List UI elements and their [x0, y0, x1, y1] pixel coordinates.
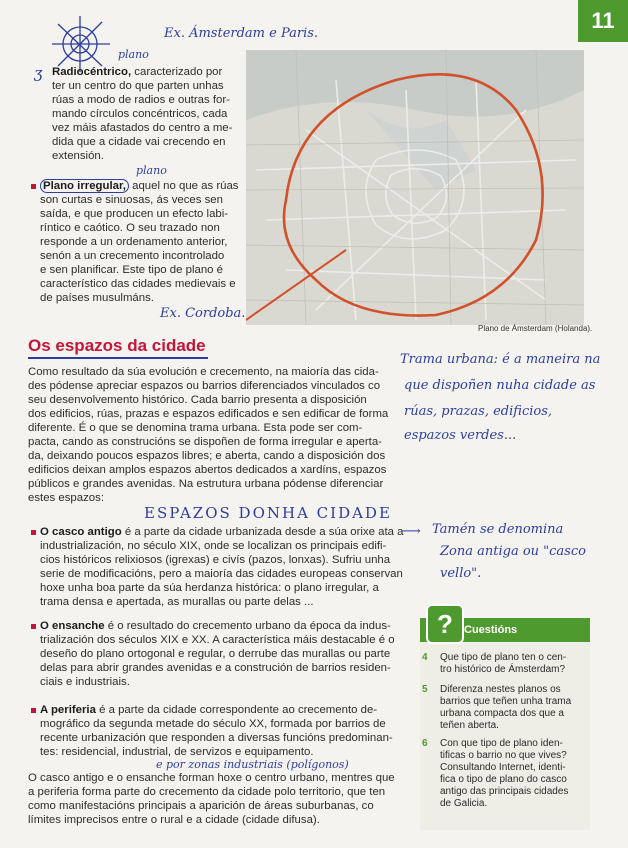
- ensanche-line-4: ciais e industriais.: [40, 676, 130, 688]
- casco-term: O casco antigo: [40, 526, 122, 538]
- question-line: Consultando Internet, identi-: [440, 762, 566, 773]
- periferia-line-0: é a parte da cidade correspondente ao crecemento de-: [99, 704, 378, 716]
- casco-line-1: industrialización, no século XIX, onde se localizan os principais edifi-: [40, 540, 387, 552]
- question-line: tificas o barrio no que vives?: [440, 750, 567, 761]
- page-number-tab: 11: [578, 0, 628, 42]
- radiocentric-line-2: rúas a modo de radios e outras for-: [52, 94, 230, 106]
- irregular-line-6: e sen planificar. Este tipo de plano é: [40, 264, 224, 276]
- question-line: Con que tipo de plano iden-: [440, 738, 563, 749]
- ensanche-line-3: delas para abrir grandes avenidas e a construción de barrios residen-: [40, 662, 391, 674]
- handwritten-plano-2: plano: [136, 164, 167, 177]
- amsterdam-map: [246, 50, 584, 325]
- handwritten-bottom-note: e por zonas industriais (polígonos): [156, 758, 349, 771]
- closing-line-1: a periferia forma parte do crecemento da cidade polo territorio, que ten: [28, 786, 386, 798]
- questions-title: Cuestións: [464, 624, 518, 636]
- question-line: de Galicia.: [440, 798, 488, 809]
- question-line: barrios que teñen unha trama: [440, 696, 572, 707]
- closing-line-0: O casco antigo e o ensanche forman hoxe o centro urbano, mentres que: [28, 772, 395, 784]
- closing-line-3: límites imprecisos entre o rural e a cidade (cidade difusa).: [28, 814, 320, 826]
- ensanche-term: O ensanche: [40, 620, 105, 632]
- handwritten-arrow-mark: ʒ: [34, 64, 43, 82]
- ensanche-line-2: deseño do plano ortogonal e regular, o derrube das murallas ou parte: [40, 648, 391, 660]
- intro-line-1: des pódense apreciar espazos ou barrios diferenciados vinculados co: [28, 380, 381, 392]
- question-line: urbana compacta dos que a: [440, 708, 564, 719]
- intro-line-7: edificios deixan amplos espazos abertos dedicados a xardíns, espazos: [28, 464, 387, 476]
- trama-note-line-1: que dispoñen nuha cidade as: [404, 378, 596, 393]
- question-item: [440, 684, 588, 732]
- question-line: tro histórico de Ámsterdam?: [440, 664, 566, 675]
- section-title-underline: [28, 357, 208, 359]
- tamen-arrow: ⟶: [402, 524, 421, 539]
- tamen-note-line-1: Zona antiga ou "casco: [440, 544, 586, 559]
- trama-note-line-3: espazos verdes...: [404, 428, 517, 443]
- irregular-line-0: aquel no que as rúas: [132, 180, 239, 192]
- intro-line-5: pacta, cando as construcións se dispoñen de forma irregular e aperta-: [28, 436, 382, 448]
- map-caption: Plano de Ámsterdam (Holanda).: [478, 324, 593, 333]
- irregular-line-1: son curtas e sinuosas, ás veces sen: [40, 194, 223, 206]
- irregular-line-7: característico das cidades medievais e: [40, 278, 236, 290]
- irregular-line-2: saída, e que producen un efecto labi-: [40, 208, 229, 220]
- casco-line-4: hoxe unha boa parte da súa herdanza histórica: o plano irregular, a: [40, 582, 379, 594]
- handwritten-example-amsterdam: Ex. Ámsterdam e Paris.: [164, 26, 319, 41]
- tamen-note-line-0: Tamén se denomina: [432, 522, 564, 537]
- periferia-line-3: tes: residencial, industrial, de servizos e equipamento.: [40, 746, 314, 758]
- handwritten-plano-1: plano: [118, 48, 149, 61]
- radiocentric-line-1: ter un centro do que parten unhas: [52, 80, 224, 92]
- irregular-line-3: ríntico e caótico. O seu trazado non: [40, 222, 220, 234]
- question-line: Que tipo de plano ten o cen-: [440, 652, 567, 663]
- radiocentric-line-5: dida que a cidade vai crecendo en: [52, 136, 226, 148]
- question-line: Diferenza nestes planos os: [440, 684, 561, 695]
- intro-line-9: estes espazos:: [28, 492, 104, 504]
- bullet-square: [31, 184, 36, 189]
- irregular-term: Plano irregular,: [40, 179, 129, 193]
- ensanche-line-1: trialización dos séculos XIX e XX. A característica máis destacable é o: [40, 634, 395, 646]
- trama-note-line-0: Trama urbana: é a maneira na: [400, 352, 601, 367]
- irregular-line-4: responde a un ordenamento anterior,: [40, 236, 228, 248]
- map-drawing: [246, 50, 584, 325]
- question-number: 6: [422, 738, 428, 749]
- closing-line-2: como manifestacións principais a aparición de áreas suburbanas, co: [28, 800, 374, 812]
- question-line: fica o tipo de plano do casco: [440, 774, 567, 785]
- intro-line-6: da, deixando poucos espazos libres; e aberta, cando a disposición dos: [28, 450, 386, 462]
- periferia-term: A periferia: [40, 704, 96, 716]
- question-item: [440, 652, 588, 676]
- question-line: antigo das principais cidades: [440, 786, 569, 797]
- radiocentric-line-3: mando círculos concéntricos, cada: [52, 108, 228, 120]
- ensanche-line-0: é o resultado do crecemento urbano da época da indus-: [107, 620, 391, 632]
- radiocentric-line-6: extensión.: [52, 150, 104, 162]
- radiocentric-line-4: vez máis afastados do centro a me-: [52, 122, 233, 134]
- handwritten-espazos-title: ESPAZOS DONHA CIDADE: [144, 504, 392, 522]
- question-number: 5: [422, 684, 428, 695]
- question-line: teñen aberta.: [440, 720, 499, 731]
- questions-box: [420, 608, 590, 830]
- bullet-square: [31, 530, 36, 535]
- bullet-square: [31, 708, 36, 713]
- questions-header: [420, 608, 590, 642]
- casco-line-5: trama densa e apertada, as murallas ou parte delas ...: [40, 596, 314, 608]
- intro-line-4: diferente. É o que se denomina trama urbana. Esta pode ser com-: [28, 422, 363, 434]
- tamen-note-line-2: vello".: [440, 566, 482, 581]
- radiocentric-line-0: caracterizado por: [134, 66, 223, 78]
- radiocentric-term: Radiocéntrico,: [52, 66, 132, 78]
- question-item: [440, 738, 588, 810]
- trama-note-line-2: rúas, prazas, edificios,: [404, 404, 553, 419]
- intro-line-0: Como resultado da súa evolución e crecemento, na maioría das cida-: [28, 366, 379, 378]
- bullet-square: [31, 624, 36, 629]
- intro-line-3: dos edificios, rúas, prazas e espazos edificados e sen edificar de forma: [28, 408, 389, 420]
- intro-line-8: públicos e grandes avenidas. Na estrutura urbana pódense diferenciar: [28, 478, 384, 490]
- irregular-line-5: senón a un crecemento incontrolado: [40, 250, 225, 262]
- irregular-line-8: de países musulmáns.: [40, 292, 154, 304]
- periferia-line-2: recente urbanización que responden a diversas funcións predominan-: [40, 732, 393, 744]
- handwritten-example-cordoba: Ex. Cordoba.: [160, 306, 246, 321]
- periferia-line-1: mográfico da segunda metade do século XX, formada por barrios de: [40, 718, 386, 730]
- casco-line-0: é a parte da cidade urbanizada desde a súa orixe ata a: [124, 526, 404, 538]
- question-number: 4: [422, 652, 428, 663]
- casco-line-2: cios históricos relixiosos (igrexas) e civís (pazos, lonxas). Sufriu unha: [40, 554, 391, 566]
- question-mark-icon: ?: [426, 604, 464, 644]
- casco-line-3: serie de modificacións, pero a maioría das cidades europeas conservan: [40, 568, 403, 580]
- section-title: Os espazos da cidade: [28, 336, 206, 355]
- intro-line-2: seu desenvolvemento histórico. Cada barrio presenta a disposición: [28, 394, 367, 406]
